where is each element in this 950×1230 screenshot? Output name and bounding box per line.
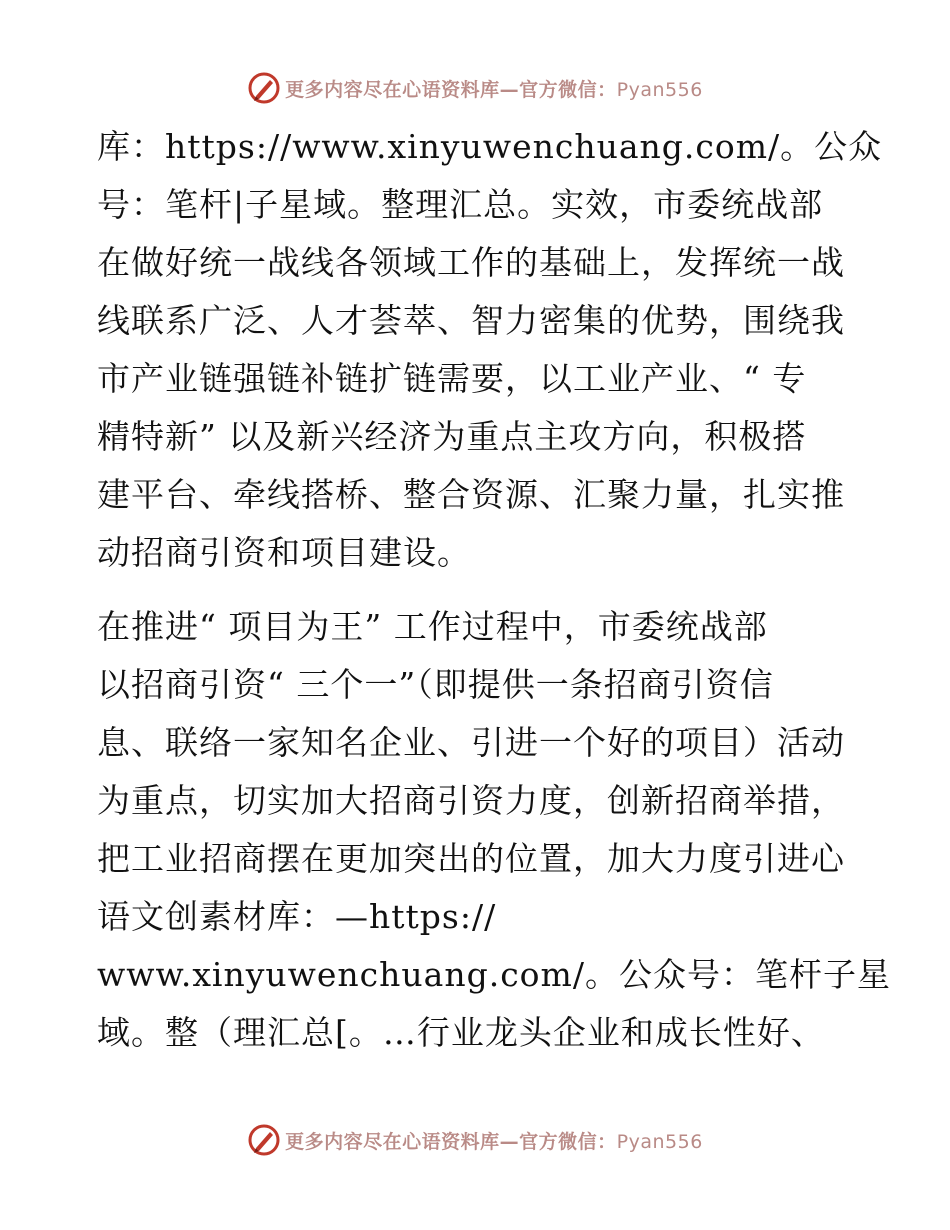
text-line: 号：笔杆|子星域。整理汇总。实效，市委统战部 — [97, 185, 824, 224]
pen-logo-icon — [247, 1123, 281, 1157]
paragraph-2 — [97, 598, 891, 1062]
text-line: 库：https://www.xinyuwenchuang.com/。公众 — [97, 127, 883, 166]
text-line: 语文创素材库：—https:// — [97, 897, 497, 936]
text-line: 在做好统一战线各领域工作的基础上，发挥统一战 — [97, 243, 845, 282]
header-banner-wechat-id: Pyan556 — [616, 78, 703, 101]
text-line: 建平台、牵线搭桥、整合资源、汇聚力量，扎实推 — [97, 475, 845, 514]
footer-banner — [0, 1120, 950, 1160]
footer-banner-wechat-id: Pyan556 — [616, 1130, 703, 1153]
text-line: 在推进“ 项目为王” 工作过程中，市委统战部 — [97, 607, 768, 646]
text-line: 市产业链强链补链扩链需要，以工业产业、“ 专 — [97, 359, 807, 398]
footer-banner-label: 更多内容尽在心语资料库—官方微信： — [285, 1130, 617, 1153]
pen-logo-icon — [247, 71, 281, 105]
document-body — [97, 118, 891, 1062]
text-line: 把工业招商摆在更加突出的位置，加大力度引进心 — [97, 839, 845, 878]
header-banner — [0, 68, 950, 108]
text-line: 域。整（理汇总[。…行业龙头企业和成长性好、 — [97, 1013, 825, 1052]
header-banner-label: 更多内容尽在心语资料库—官方微信： — [285, 78, 617, 101]
text-line: 以招商引资“ 三个一”（即提供一条招商引资信 — [97, 665, 774, 704]
text-line: www.xinyuwenchuang.com/。公众号：笔杆子星 — [97, 955, 891, 994]
header-banner-text — [285, 75, 703, 102]
text-line: 息、联络一家知名企业、引进一个好的项目）活动 — [97, 723, 845, 762]
paragraph-gap — [97, 582, 857, 598]
text-line: 为重点，切实加大招商引资力度，创新招商举措， — [97, 781, 845, 820]
text-line: 精特新” 以及新兴经济为重点主攻方向，积极搭 — [97, 417, 807, 456]
text-line: 动招商引资和项目建设。 — [97, 533, 471, 572]
text-line: 线联系广泛、人才荟萃、智力密集的优势，围绕我 — [97, 301, 845, 340]
paragraph-1 — [97, 118, 883, 582]
footer-banner-text — [285, 1127, 703, 1154]
